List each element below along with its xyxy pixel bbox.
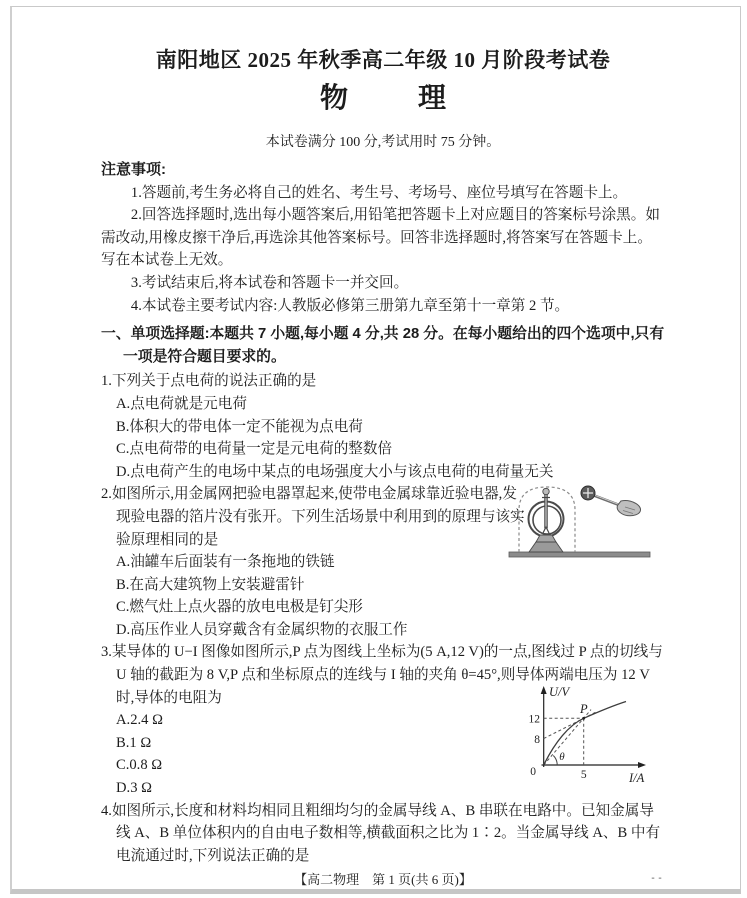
- notice-item-2: 2.回答选择题时,选出每小题答案后,用铅笔把答题卡上对应题目的答案标号涂黑。如需改动,用橡皮擦干净后,再选涂其他答案标号。回答非选择题时,将答案写在答题卡上。写在本试卷上无效。: [101, 207, 660, 269]
- question-3: [101, 641, 665, 799]
- charged-ball-and-hand: [581, 486, 641, 516]
- question-2-option-b: B.在高大建筑物上安装避雷针: [116, 576, 305, 593]
- notice-item-4: 4.本试卷主要考试内容:人教版必修第三册第九章至第十一章第 2 节。: [130, 297, 570, 314]
- exam-title: 南阳地区 2025 年秋季高二年级 10 月阶段考试卷: [155, 48, 611, 72]
- exam-subject: 物理: [319, 83, 516, 114]
- point-P: [582, 717, 585, 720]
- question-3-option-c: C.0.8 Ω: [116, 757, 163, 774]
- electroscope: [529, 489, 564, 553]
- question-1-option-b: B.体积大的带电体一定不能视为点电荷: [116, 418, 363, 435]
- ground-bar: [509, 552, 650, 557]
- notices-heading: 注意事项:: [101, 161, 166, 178]
- question-1-stem: 1.下列关于点电荷的说法正确的是: [101, 373, 317, 390]
- question-2: [101, 483, 665, 641]
- x-axis-label: I/A: [629, 771, 645, 786]
- x-axis-arrow-icon: [638, 762, 646, 768]
- question-3-option-d: D.3 Ω: [116, 780, 152, 797]
- ytick-8: 8: [534, 734, 540, 747]
- question-1-option-a: A.点电荷就是元电荷: [116, 395, 247, 412]
- question-3-option-a: A.2.4 Ω: [116, 712, 163, 729]
- ui-graph-figure: [503, 683, 673, 793]
- question-4-stem: 4.如图所示,长度和材料均相同且粗细均匀的金属导线 A、B 串联在电路中。已知金属导线 A、B 单位体积内的自由电子数相等,横截面积之比为 1∶2。当金属导线 A、B 中有电流通过时,下列说法正确的是: [101, 802, 661, 864]
- question-2-option-d: D.高压作业人员穿戴含有金属织物的衣服工作: [116, 621, 408, 638]
- question-2-option-c: C.燃气灶上点火器的放电电极是钉尖形: [116, 599, 363, 616]
- xtick-5: 5: [580, 769, 587, 782]
- point-P-label: P: [580, 702, 588, 717]
- ytick-12: 12: [528, 713, 540, 726]
- section-heading: 一、单项选择题:本题共 7 小题,每小题 4 分,共 28 分。在每小题给出的四个选项中,只有一项是符合题目要求的。: [101, 326, 665, 365]
- question-1-option-c: C.点电荷带的电荷量一定是元电荷的整数倍: [116, 441, 393, 458]
- question-3-stem: 3.某导体的 U−I 图像如图所示,P 点为图线上坐标为(5 A,12 V)的一点,图线过 P 点的切线与 U 轴的截距为 8 V,P 点和坐标原点的连线与 I 轴的夹角 θ=45°,则导体两端电压为 12 V 时,导体的电阻为: [101, 644, 663, 706]
- exam-info: 本试卷满分 100 分,考试用时 75 分钟。: [265, 135, 501, 150]
- notice-item-3: 3.考试结束后,将本试卷和答题卡一并交回。: [130, 274, 409, 291]
- question-1: [101, 370, 665, 483]
- electroscope-figure: [507, 480, 667, 568]
- question-3-option-b: B.1 Ω: [116, 734, 152, 751]
- question-4: [101, 800, 665, 868]
- origin-label: 0: [530, 766, 536, 779]
- question-2-option-a: A.油罐车后面装有一条拖地的铁链: [116, 554, 335, 571]
- question-1-option-d: D.点电荷产生的电场中某点的电场强度大小与该点电荷的电荷量无关: [116, 463, 554, 480]
- angle-arc: [553, 756, 557, 766]
- exam-page: [10, 6, 741, 894]
- question-2-stem: 2.如图所示,用金属网把验电器罩起来,使带电金属球靠近验电器,发现验电器的箔片没有张开。下列生活场景中利用到的原理与该实验原理相同的是: [101, 486, 525, 548]
- angle-label: θ: [559, 751, 565, 764]
- page-content: [101, 7, 665, 889]
- notice-item-1: 1.答题前,考生务必将自己的姓名、考生号、考场号、座位号填写在答题卡上。: [130, 184, 628, 201]
- y-axis-label: U/V: [549, 685, 570, 700]
- scan-smudge-mark: --: [650, 873, 665, 884]
- y-axis-arrow-icon: [541, 686, 547, 694]
- electroscope-base: [536, 535, 556, 542]
- page-footer: 【高二物理 第 1 页(共 6 页)】: [294, 872, 472, 888]
